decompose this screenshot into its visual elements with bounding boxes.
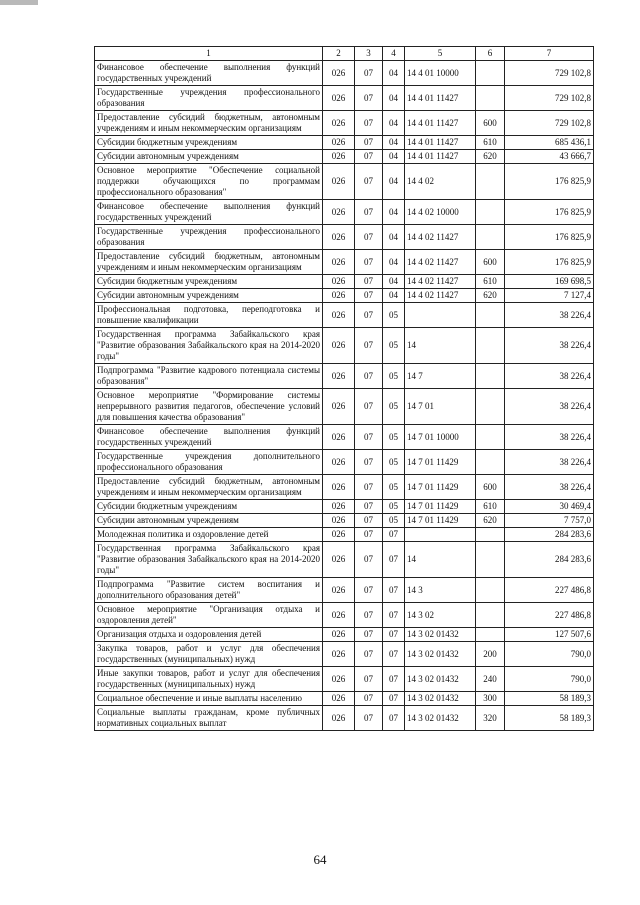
target-article-code-cell: 14 7 01 11429 [405,514,476,528]
section-code-cell: 07 [355,275,383,289]
table-row [95,61,594,86]
expense-type-code-cell [476,225,505,250]
target-article-code-cell: 14 4 02 11427 [405,275,476,289]
admin-code-cell: 026 [323,528,355,542]
header-row [95,47,594,61]
table-row [95,642,594,667]
expense-type-code-cell: 620 [476,514,505,528]
admin-code-cell: 026 [323,578,355,603]
row-name-cell: Субсидии автономным учреждениям [95,150,323,164]
expense-type-code-cell [476,425,505,450]
expense-type-code-cell [476,328,505,364]
admin-code-cell: 026 [323,475,355,500]
section-code-cell: 07 [355,450,383,475]
admin-code-cell: 026 [323,200,355,225]
admin-code-cell: 026 [323,303,355,328]
target-article-code-cell: 14 7 01 11429 [405,475,476,500]
row-name-cell: Профессиональная подготовка, переподготовка и повышение квалификации [95,303,323,328]
table-row [95,164,594,200]
subsection-code-cell: 05 [383,514,405,528]
subsection-code-cell: 07 [383,706,405,731]
subsection-code-cell: 07 [383,542,405,578]
header-cell: 1 [95,47,323,61]
section-code-cell: 07 [355,164,383,200]
row-name-cell: Предоставление субсидий бюджетным, автономным учреждениям и иным некоммерческим организациям [95,250,323,275]
expense-type-code-cell [476,603,505,628]
section-code-cell: 07 [355,136,383,150]
row-name-cell: Субсидии бюджетным учреждениям [95,136,323,150]
target-article-code-cell [405,528,476,542]
amount-cell: 127 507,6 [505,628,594,642]
target-article-code-cell: 14 4 02 11427 [405,225,476,250]
admin-code-cell: 026 [323,328,355,364]
amount-cell: 685 436,1 [505,136,594,150]
table-row [95,250,594,275]
expense-type-code-cell [476,61,505,86]
amount-cell: 284 283,6 [505,528,594,542]
subsection-code-cell: 07 [383,528,405,542]
admin-code-cell: 026 [323,289,355,303]
table-row [95,289,594,303]
target-article-code-cell: 14 3 02 01432 [405,706,476,731]
amount-cell: 38 226,4 [505,389,594,425]
section-code-cell: 07 [355,150,383,164]
section-code-cell: 07 [355,667,383,692]
header-cell: 3 [355,47,383,61]
target-article-code-cell: 14 4 01 11427 [405,111,476,136]
row-name-cell: Субсидии бюджетным учреждениям [95,275,323,289]
expense-type-code-cell: 300 [476,692,505,706]
page-number: 64 [313,852,327,867]
row-name-cell: Финансовое обеспечение выполнения функций государственных учреждений [95,200,323,225]
table-row [95,150,594,164]
expense-type-code-cell: 200 [476,642,505,667]
section-code-cell: 07 [355,528,383,542]
section-code-cell: 07 [355,706,383,731]
subsection-code-cell: 04 [383,225,405,250]
amount-cell: 38 226,4 [505,450,594,475]
amount-cell: 30 469,4 [505,500,594,514]
row-name-cell: Субсидии бюджетным учреждениям [95,500,323,514]
subsection-code-cell: 07 [383,603,405,628]
subsection-code-cell: 07 [383,692,405,706]
row-name-cell: Государственные учреждения профессионального образования [95,86,323,111]
subsection-code-cell: 04 [383,164,405,200]
expense-type-code-cell: 320 [476,706,505,731]
section-code-cell: 07 [355,542,383,578]
amount-cell: 38 226,4 [505,303,594,328]
expense-type-code-cell: 240 [476,667,505,692]
header-cell: 4 [383,47,405,61]
row-name-cell: Предоставление субсидий бюджетным, автономным учреждениям и иным некоммерческим организациям [95,111,323,136]
section-code-cell: 07 [355,514,383,528]
row-name-cell: Иные закупки товаров, работ и услуг для обеспечения государственных (муниципальных) нужд [95,667,323,692]
row-name-cell: Подпрограмма "Развитие систем воспитания и дополнительного образования детей" [95,578,323,603]
admin-code-cell: 026 [323,450,355,475]
amount-cell: 7 757,0 [505,514,594,528]
section-code-cell: 07 [355,475,383,500]
amount-cell: 790,0 [505,667,594,692]
target-article-code-cell: 14 4 01 11427 [405,86,476,111]
table-row [95,275,594,289]
header-cell: 5 [405,47,476,61]
amount-cell: 43 666,7 [505,150,594,164]
header-cell: 6 [476,47,505,61]
row-name-cell: Основное мероприятие "Организация отдыха и оздоровления детей" [95,603,323,628]
table-row [95,603,594,628]
admin-code-cell: 026 [323,642,355,667]
admin-code-cell: 026 [323,389,355,425]
amount-cell: 176 825,9 [505,200,594,225]
budget-table [94,46,594,731]
row-name-cell: Молодежная политика и оздоровление детей [95,528,323,542]
section-code-cell: 07 [355,389,383,425]
expense-type-code-cell [476,450,505,475]
amount-cell: 58 189,3 [505,692,594,706]
subsection-code-cell: 05 [383,475,405,500]
subsection-code-cell: 04 [383,250,405,275]
table-row [95,225,594,250]
row-name-cell: Организация отдыха и оздоровления детей [95,628,323,642]
subsection-code-cell: 04 [383,150,405,164]
subsection-code-cell: 05 [383,425,405,450]
row-name-cell: Основное мероприятие "Обеспечение социальной поддержки обучающихся по программам профессионального образования" [95,164,323,200]
table-row [95,303,594,328]
admin-code-cell: 026 [323,692,355,706]
section-code-cell: 07 [355,225,383,250]
section-code-cell: 07 [355,86,383,111]
amount-cell: 227 486,8 [505,578,594,603]
table-row [95,528,594,542]
section-code-cell: 07 [355,303,383,328]
admin-code-cell: 026 [323,111,355,136]
subsection-code-cell: 05 [383,389,405,425]
admin-code-cell: 026 [323,542,355,578]
target-article-code-cell: 14 4 02 11427 [405,250,476,275]
table-row [95,86,594,111]
table-row [95,706,594,731]
amount-cell: 790,0 [505,642,594,667]
subsection-code-cell: 07 [383,642,405,667]
table-row [95,450,594,475]
table-row [95,692,594,706]
amount-cell: 729 102,8 [505,61,594,86]
target-article-code-cell: 14 3 02 [405,603,476,628]
row-name-cell: Социальные выплаты гражданам, кроме публичных нормативных социальных выплат [95,706,323,731]
section-code-cell: 07 [355,364,383,389]
admin-code-cell: 026 [323,86,355,111]
section-code-cell: 07 [355,425,383,450]
amount-cell: 38 226,4 [505,364,594,389]
section-code-cell: 07 [355,61,383,86]
row-name-cell: Финансовое обеспечение выполнения функций государственных учреждений [95,425,323,450]
row-name-cell: Субсидии автономным учреждениям [95,289,323,303]
target-article-code-cell: 14 4 01 11427 [405,150,476,164]
target-article-code-cell: 14 3 02 01432 [405,667,476,692]
expense-type-code-cell: 600 [476,111,505,136]
expense-type-code-cell [476,164,505,200]
row-name-cell: Субсидии автономным учреждениям [95,514,323,528]
target-article-code-cell: 14 3 [405,578,476,603]
subsection-code-cell: 04 [383,275,405,289]
amount-cell: 58 189,3 [505,706,594,731]
expense-type-code-cell [476,528,505,542]
header-cell: 2 [323,47,355,61]
target-article-code-cell [405,303,476,328]
section-code-cell: 07 [355,328,383,364]
table-row [95,200,594,225]
admin-code-cell: 026 [323,514,355,528]
subsection-code-cell: 04 [383,289,405,303]
target-article-code-cell: 14 7 01 11429 [405,450,476,475]
target-article-code-cell: 14 4 02 [405,164,476,200]
target-article-code-cell: 14 [405,542,476,578]
table-row [95,328,594,364]
row-name-cell: Основное мероприятие "Формирование системы непрерывного развития педагогов, обеспечение условий для повышения качества образования" [95,389,323,425]
subsection-code-cell: 04 [383,111,405,136]
admin-code-cell: 026 [323,136,355,150]
amount-cell: 7 127,4 [505,289,594,303]
admin-code-cell: 026 [323,275,355,289]
section-code-cell: 07 [355,250,383,275]
expense-type-code-cell [476,303,505,328]
amount-cell: 38 226,4 [505,328,594,364]
expense-type-code-cell [476,628,505,642]
admin-code-cell: 026 [323,364,355,389]
subsection-code-cell: 05 [383,500,405,514]
table-row [95,542,594,578]
subsection-code-cell: 07 [383,628,405,642]
subsection-code-cell: 07 [383,667,405,692]
amount-cell: 169 698,5 [505,275,594,289]
scan-corner-mark [0,0,38,5]
subsection-code-cell: 05 [383,364,405,389]
subsection-code-cell: 04 [383,61,405,86]
admin-code-cell: 026 [323,425,355,450]
expense-type-code-cell: 610 [476,500,505,514]
section-code-cell: 07 [355,642,383,667]
amount-cell: 729 102,8 [505,111,594,136]
subsection-code-cell: 05 [383,450,405,475]
row-name-cell: Закупка товаров, работ и услуг для обеспечения государственных (муниципальных) нужд [95,642,323,667]
table-row [95,111,594,136]
subsection-code-cell: 04 [383,200,405,225]
expense-type-code-cell [476,389,505,425]
expense-type-code-cell [476,86,505,111]
admin-code-cell: 026 [323,706,355,731]
admin-code-cell: 026 [323,667,355,692]
amount-cell: 176 825,9 [505,250,594,275]
target-article-code-cell: 14 3 02 01432 [405,628,476,642]
admin-code-cell: 026 [323,250,355,275]
amount-cell: 38 226,4 [505,425,594,450]
expense-type-code-cell: 610 [476,275,505,289]
amount-cell: 176 825,9 [505,164,594,200]
section-code-cell: 07 [355,289,383,303]
table-row [95,364,594,389]
target-article-code-cell: 14 3 02 01432 [405,692,476,706]
admin-code-cell: 026 [323,150,355,164]
row-name-cell: Подпрограмма "Развитие кадрового потенциала системы образования" [95,364,323,389]
section-code-cell: 07 [355,603,383,628]
row-name-cell: Предоставление субсидий бюджетным, автономным учреждениям и иным некоммерческим организациям [95,475,323,500]
expense-type-code-cell [476,578,505,603]
expense-type-code-cell [476,542,505,578]
amount-cell: 176 825,9 [505,225,594,250]
section-code-cell: 07 [355,200,383,225]
target-article-code-cell: 14 7 01 [405,389,476,425]
target-article-code-cell: 14 [405,328,476,364]
table-row [95,475,594,500]
header-cell: 7 [505,47,594,61]
subsection-code-cell: 04 [383,86,405,111]
admin-code-cell: 026 [323,603,355,628]
section-code-cell: 07 [355,111,383,136]
table-row [95,667,594,692]
subsection-code-cell: 04 [383,136,405,150]
section-code-cell: 07 [355,578,383,603]
table-row [95,628,594,642]
subsection-code-cell: 05 [383,303,405,328]
row-name-cell: Государственные учреждения дополнительного профессионального образования [95,450,323,475]
row-name-cell: Государственная программа Забайкальского края "Развитие образования Забайкальского края на 2014-2020 годы" [95,542,323,578]
table-row [95,500,594,514]
expense-type-code-cell: 600 [476,475,505,500]
amount-cell: 38 226,4 [505,475,594,500]
row-name-cell: Государственная программа Забайкальского края "Развитие образования Забайкальского края на 2014-2020 годы" [95,328,323,364]
table-row [95,514,594,528]
row-name-cell: Государственные учреждения профессионального образования [95,225,323,250]
admin-code-cell: 026 [323,61,355,86]
target-article-code-cell: 14 7 [405,364,476,389]
section-code-cell: 07 [355,628,383,642]
target-article-code-cell: 14 3 02 01432 [405,642,476,667]
target-article-code-cell: 14 4 02 11427 [405,289,476,303]
expense-type-code-cell: 620 [476,289,505,303]
section-code-cell: 07 [355,692,383,706]
expense-type-code-cell [476,364,505,389]
table-row [95,578,594,603]
amount-cell: 227 486,8 [505,603,594,628]
table-row [95,389,594,425]
expense-type-code-cell: 610 [476,136,505,150]
subsection-code-cell: 05 [383,328,405,364]
target-article-code-cell: 14 7 01 11429 [405,500,476,514]
expense-type-code-cell [476,200,505,225]
target-article-code-cell: 14 4 02 10000 [405,200,476,225]
admin-code-cell: 026 [323,500,355,514]
amount-cell: 284 283,6 [505,542,594,578]
table-row [95,136,594,150]
expense-type-code-cell: 600 [476,250,505,275]
target-article-code-cell: 14 7 01 10000 [405,425,476,450]
admin-code-cell: 026 [323,628,355,642]
target-article-code-cell: 14 4 01 11427 [405,136,476,150]
admin-code-cell: 026 [323,164,355,200]
subsection-code-cell: 07 [383,578,405,603]
target-article-code-cell: 14 4 01 10000 [405,61,476,86]
row-name-cell: Финансовое обеспечение выполнения функций государственных учреждений [95,61,323,86]
table-row [95,425,594,450]
section-code-cell: 07 [355,500,383,514]
amount-cell: 729 102,8 [505,86,594,111]
row-name-cell: Социальное обеспечение и иные выплаты населению [95,692,323,706]
expense-type-code-cell: 620 [476,150,505,164]
admin-code-cell: 026 [323,225,355,250]
